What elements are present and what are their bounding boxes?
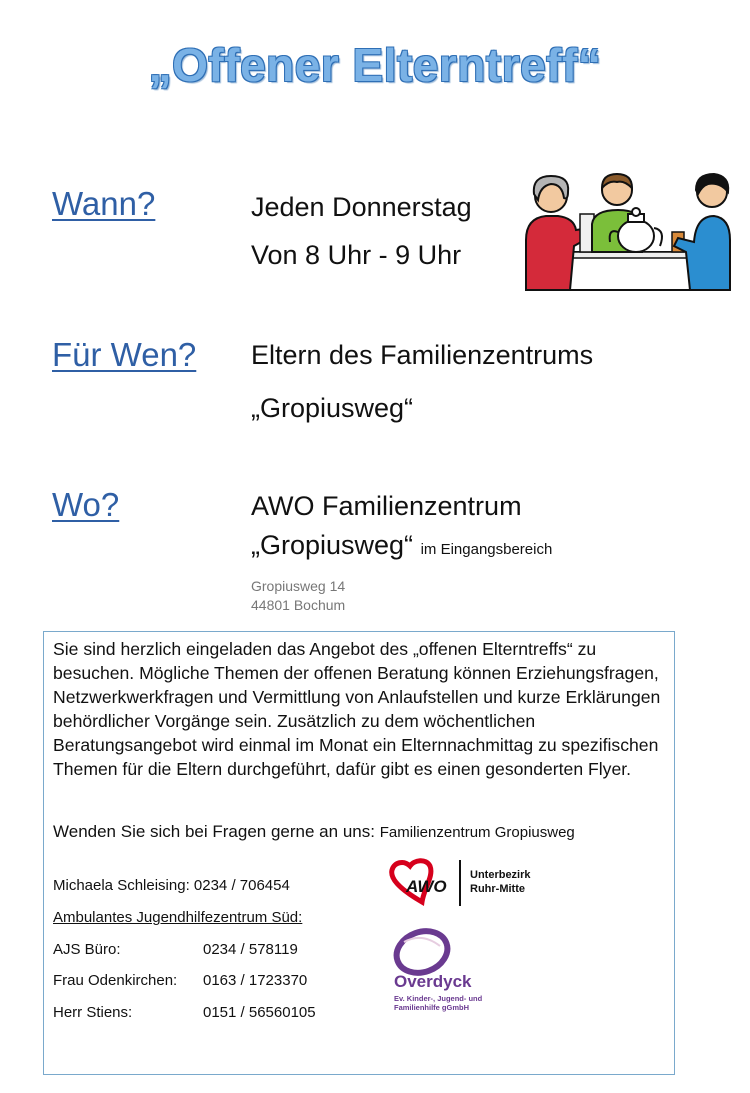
contact-name-2: Frau Odenkirchen: [53,972,178,989]
info-paragraph: Sie sind herzlich eingeladen das Angebot des „offenen Elterntreffs“ zu besuchen. Mögliche Themen der offenen Beratung können Erziehungsfragen, Netzwerkwerkfragen und Vermittlung von Anlaufstellen und kurze Erklärungen behördlicher Vorgänge sein. Zusätzlich zu dem wöchentlichen Beratungsangebot wird einmal im Monat ein Elternnachmittag zu spezifischen Themen für die Eltern durchgeführt, dafür gibt es einen gesonderten Flyer. [53,639,661,779]
awo-line1: Unterbezirk [470,869,531,881]
contact-phone-2: 0163 / 1723370 [203,972,308,989]
where-label: Wo? [52,486,120,523]
address-street: Gropiusweg 14 [251,578,346,594]
page-title: „Offener Elterntreff“ [148,39,602,91]
where-line2 [251,530,552,561]
address-city: 44801 Bochum [251,597,346,613]
when-day: Jeden Donnerstag [251,192,472,222]
awo-divider [459,860,461,906]
awo-mark: AWO [406,877,447,896]
where-name: „Gropiusweg“ [251,530,414,560]
awo-line2: Ruhr-Mitte [470,883,525,895]
contact-org: Familienzentrum Gropiusweg [379,824,575,841]
overdyck-name: Overdyck [394,972,472,991]
for-whom-line1: Eltern des Familienzentrums [251,340,594,370]
contact-intro [53,820,613,845]
overdyck-sub1: Ev. Kinder-, Jugend- und [394,994,483,1003]
people-at-table-icon [524,170,732,292]
overdyck-sub2: Familienhilfe gGmbH [394,1003,470,1012]
when-label: Wann? [52,185,156,222]
contact-person-1: Michaela Schleising: 0234 / 706454 [53,877,290,894]
contact-phone-3: 0151 / 56560105 [203,1004,316,1021]
awo-text [470,868,531,896]
where-line1: AWO Familienzentrum [251,491,522,521]
contact-name-3: Herr Stiens: [53,1004,133,1021]
for-whom-line2: „Gropiusweg“ [251,393,414,423]
when-time: Von 8 Uhr - 9 Uhr [251,240,462,270]
where-note: im Eingangsbereich [420,541,553,558]
overdyck-subtitle [394,994,482,1012]
contact-intro-text: Wenden Sie sich bei Fragen gerne an uns: [53,822,375,841]
contact-name-1: AJS Büro: [53,941,121,958]
contact-phone-1: 0234 / 578119 [203,941,298,958]
for-whom-label: Für Wen? [52,336,197,373]
ajz-heading: Ambulantes Jugendhilfezentrum Süd: [53,909,303,926]
